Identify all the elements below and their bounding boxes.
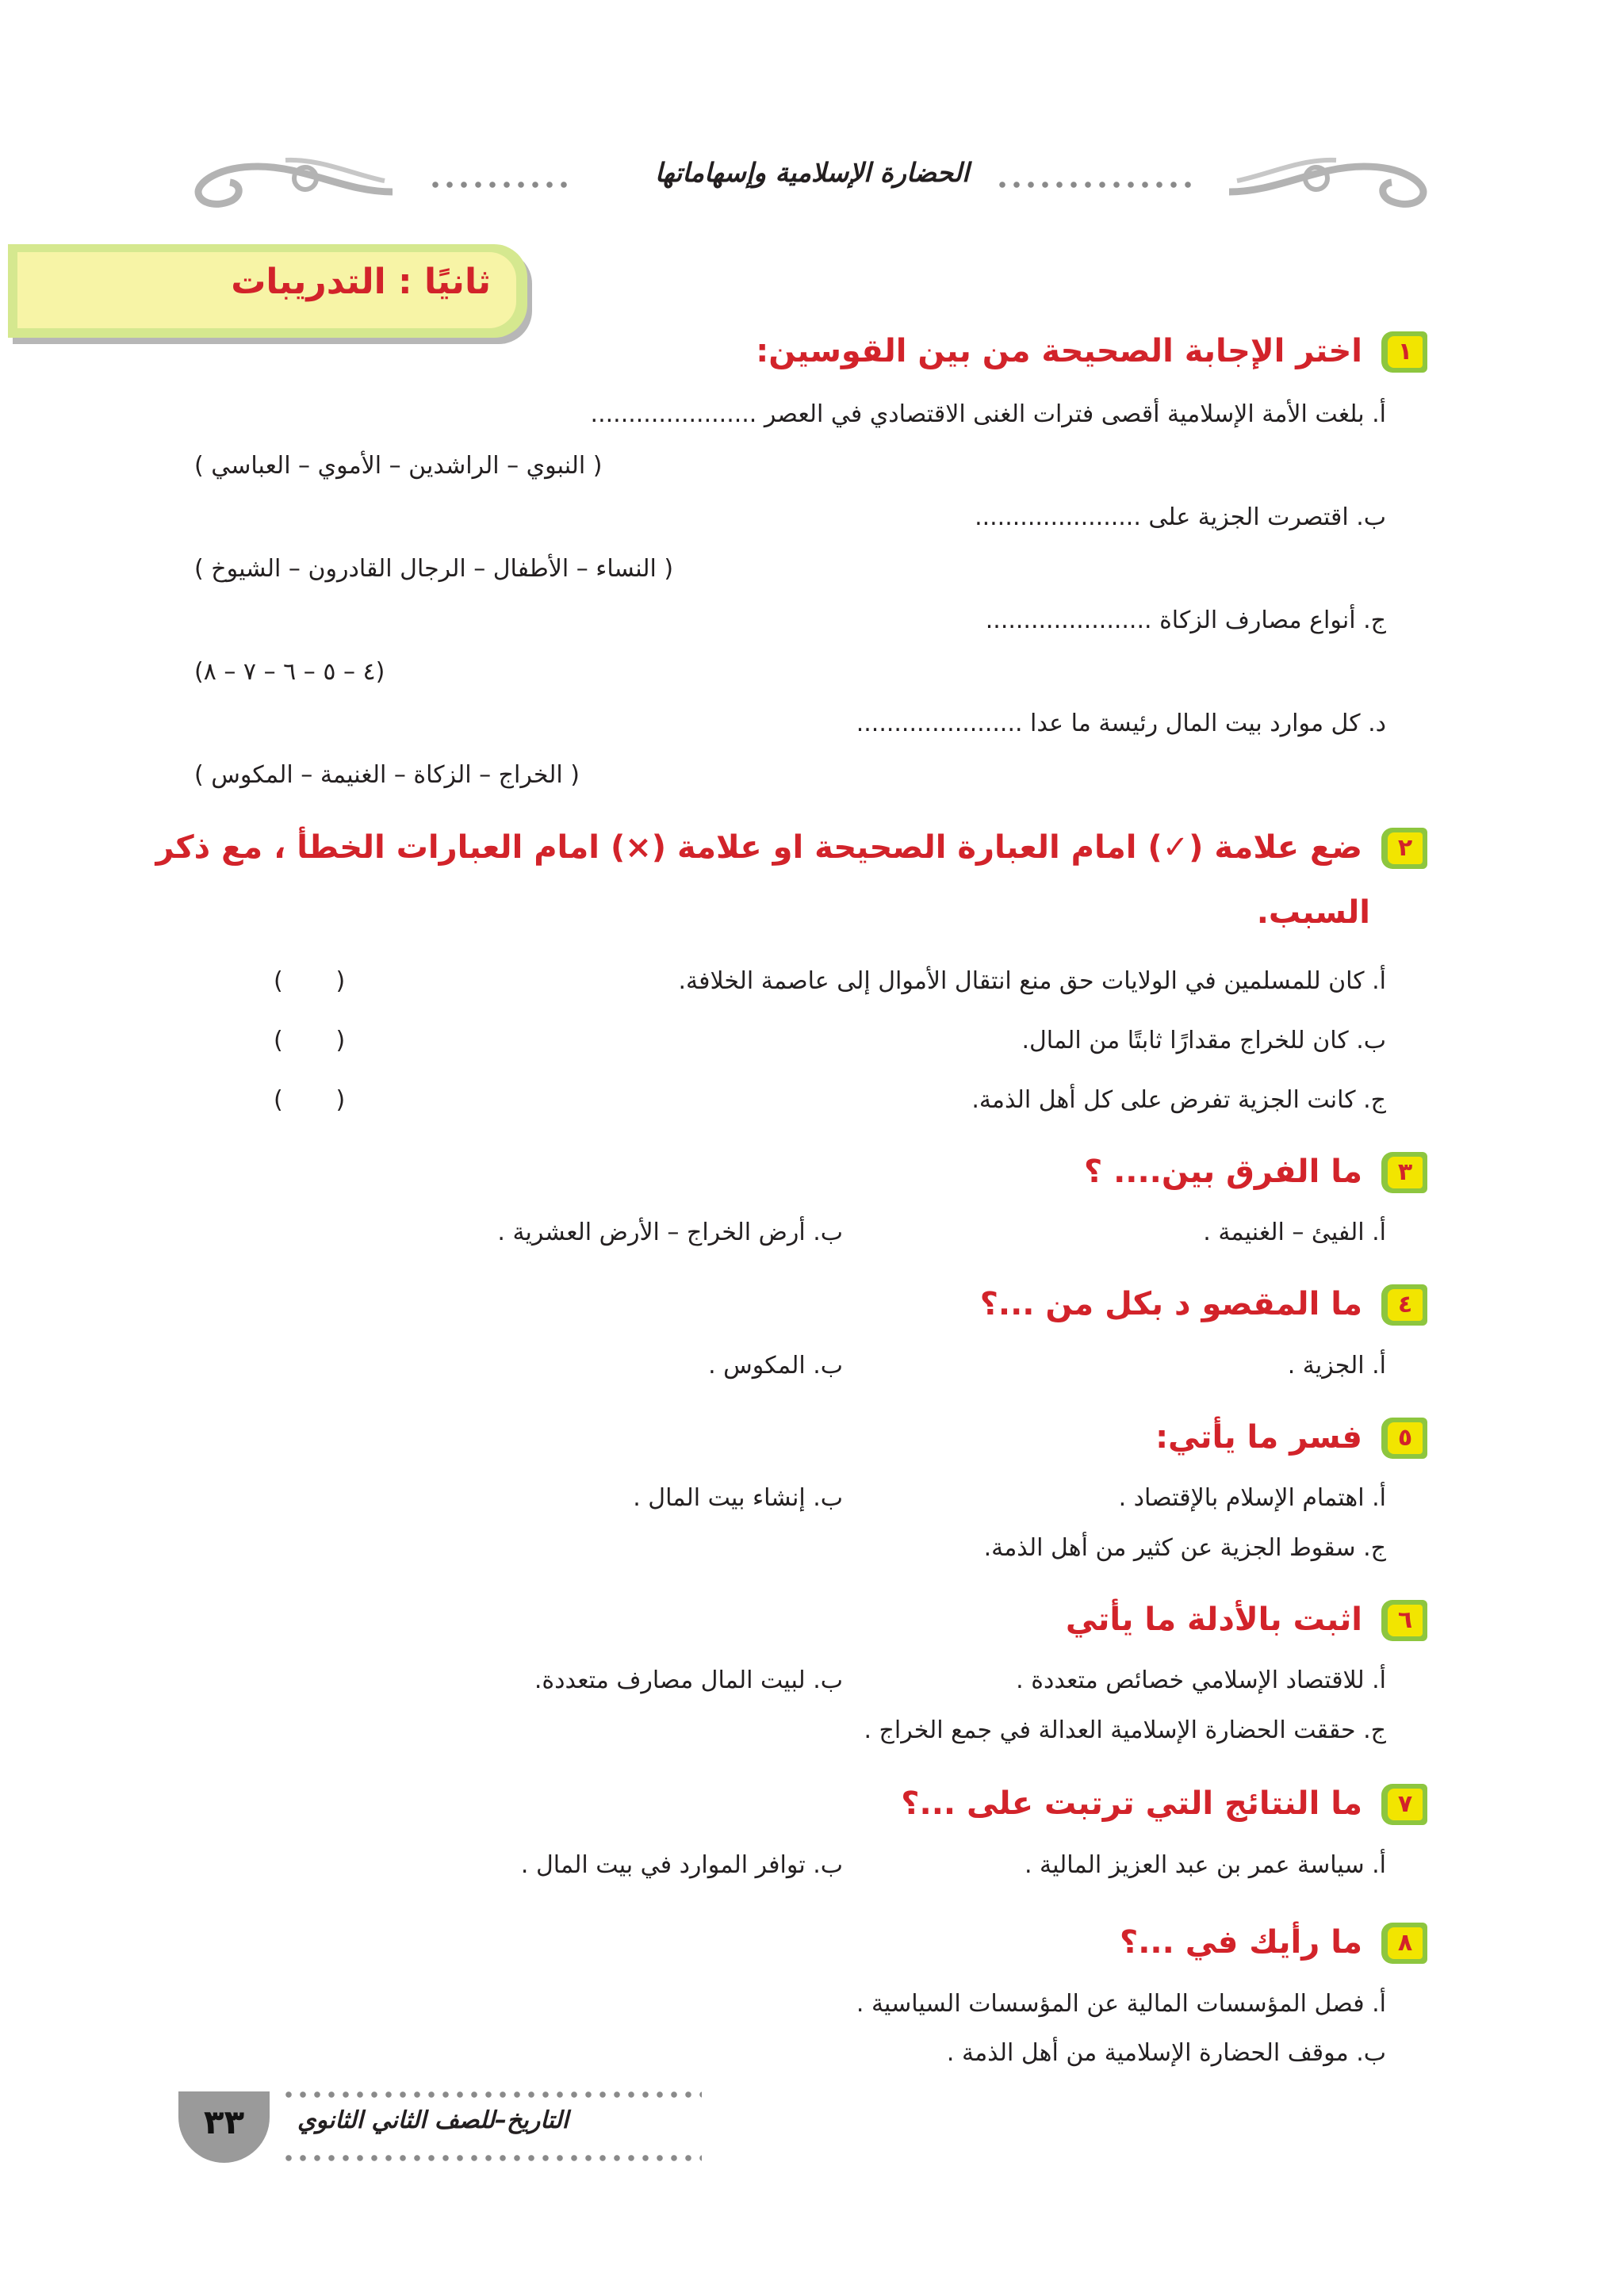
sub-item-a: أ. سياسة عمر بن عبد العزيز المالية . <box>1024 1851 1386 1879</box>
sub-item-b: ب. موقف الحضارة الإسلامية من أهل الذمة . <box>946 2039 1386 2067</box>
question-item: د. كل موارد بيت المال رئيسة ما عدا ...................... <box>856 710 1386 737</box>
sub-item-b: ب. إنشاء بيت المال . <box>633 1484 843 1512</box>
question-title: ضع علامة (✓) امام العبارة الصحيحة او علامة (×) امام العبارات الخطأ ، مع ذكر <box>155 829 1362 866</box>
question-number-badge: ٨ <box>1381 1923 1427 1964</box>
question-number-badge: ١ <box>1381 331 1427 373</box>
question-number-badge: ٧ <box>1381 1784 1427 1825</box>
answer-blank: ( ) <box>274 967 346 995</box>
sub-item-a: أ. فصل المؤسسات المالية عن المؤسسات السياسية . <box>856 1990 1386 2018</box>
question-title: ما المقصو د بكل من ...؟ <box>979 1286 1362 1322</box>
section-banner <box>8 244 527 338</box>
answer-choices: ( النبوي – الراشدين – الأموي – العباسي ) <box>194 452 603 480</box>
question-item: أ. بلغت الأمة الإسلامية أقصى فترات الغنى الاقتصادي في العصر ...................... <box>590 400 1386 428</box>
sub-item-b: ب. أرض الخراج – الأرض العشرية . <box>497 1219 843 1246</box>
sub-item-a: أ. اهتمام الإسلام بالإقتصاد . <box>1118 1484 1386 1512</box>
question-title-continued: السبب. <box>1256 894 1370 931</box>
sub-item-c: ج. حققت الحضارة الإسلامية العدالة في جمع الخراج . <box>864 1716 1386 1744</box>
sub-item-a: أ. الجزية . <box>1287 1352 1386 1380</box>
question-item: ج. أنواع مصارف الزكاة ...................... <box>985 607 1386 634</box>
question-number-badge: ٣ <box>1381 1152 1427 1193</box>
statement-item: ج. كانت الجزية تفرض على كل أهل الذمة. <box>971 1086 1386 1114</box>
answer-blank: ( ) <box>274 1027 346 1054</box>
question-number-badge: ٤ <box>1381 1284 1427 1326</box>
sub-item-a: أ. للاقتصاد الإسلامي خصائص متعددة . <box>1016 1667 1386 1694</box>
answer-choices: (٤ – ٥ – ٦ – ٧ – ٨) <box>194 658 385 686</box>
answer-choices: ( النساء – الأطفال – الرجال القادرون – الشيوخ ) <box>194 555 674 583</box>
statement-item: ب. كان للخراج مقدارًا ثابتًا من المال. <box>1021 1027 1386 1054</box>
sub-item-c: ج. سقوط الجزية عن كثير من أهل الذمة. <box>983 1534 1386 1562</box>
question-number-badge: ٢ <box>1381 828 1427 869</box>
section-title: ثانيًا : التدريبات <box>231 262 491 302</box>
question-item: ب. اقتصرت الجزية على ...................... <box>975 503 1386 531</box>
answer-blank: ( ) <box>274 1086 346 1114</box>
footer-book-title: التاريخ–للصف الثاني الثانوي <box>297 2107 569 2134</box>
question-title: فسر ما يأتي: <box>1155 1419 1362 1456</box>
question-title: اثبت بالأدلة ما يأتي <box>1065 1601 1362 1638</box>
sub-item-b: ب. لبيت المال مصارف متعددة. <box>534 1667 843 1694</box>
sub-item-a: أ. الفيئ – الغنيمة . <box>1203 1219 1386 1246</box>
sub-item-b: ب. المكوس . <box>708 1352 843 1380</box>
question-number-badge: ٥ <box>1381 1418 1427 1459</box>
question-title: ما الفرق بين.... ؟ <box>1083 1154 1362 1190</box>
question-title: ما رأيك في ...؟ <box>1119 1924 1362 1961</box>
question-title: اختر الإجابة الصحيحة من بين القوسين: <box>756 333 1362 369</box>
question-title: ما النتائج التي ترتبت على ...؟ <box>901 1785 1362 1822</box>
footer-dots-top <box>282 2091 702 2098</box>
statement-item: أ. كان للمسلمين في الولايات حق منع انتقال الأموال إلى عاصمة الخلافة. <box>678 967 1386 995</box>
footer-dots-bottom <box>282 2155 702 2161</box>
answer-choices: ( الخراج – الزكاة – الغنيمة – المكوس ) <box>194 761 580 789</box>
sub-item-b: ب. توافر الموارد في بيت المال . <box>520 1851 843 1879</box>
header-title: الحضارة الإسلامية وإسهاماتها <box>654 157 970 188</box>
question-number-badge: ٦ <box>1381 1600 1427 1641</box>
page-number: ٣٣ <box>203 2103 245 2141</box>
